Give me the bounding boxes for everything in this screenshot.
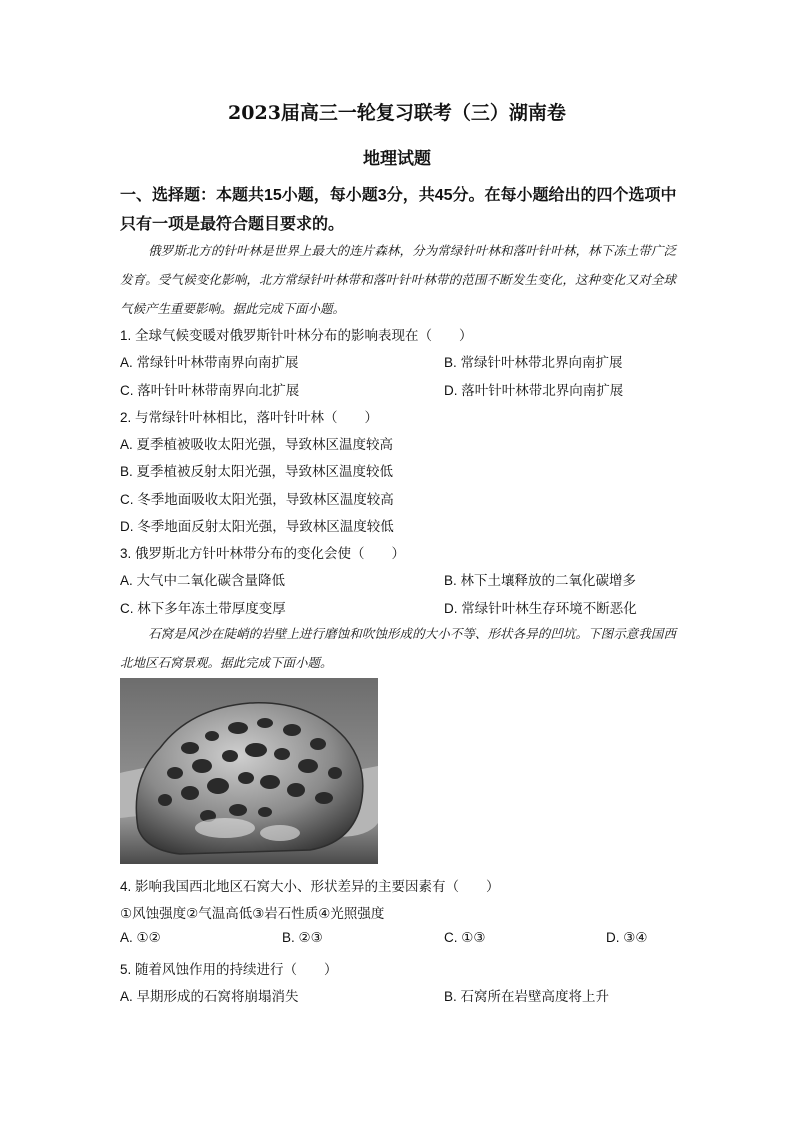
honeycomb-rock-photo xyxy=(120,678,378,864)
question-3-option-a[interactable]: A. 大气中二氧化碳含量降低 xyxy=(120,573,286,588)
question-4-option-a[interactable]: A. ①② xyxy=(120,930,161,945)
honeycomb-rock-illustration xyxy=(120,678,378,864)
question-2-stem: 2. 与常绿针叶林相比，落叶针叶林（ ） xyxy=(120,410,379,425)
question-5-option-b[interactable]: B. 石窝所在岩壁高度将上升 xyxy=(444,989,610,1004)
question-2-option-d[interactable]: D. 冬季地面反射太阳光强，导致林区温度较低 xyxy=(120,519,394,534)
question-4-stem: 4. 影响我国西北地区石窝大小、形状差异的主要因素有（ ） xyxy=(120,879,500,894)
question-1-option-a[interactable]: A. 常绿针叶林带南界向南扩展 xyxy=(120,355,299,370)
passage-taiga-text: 俄罗斯北方的针叶林是世界上最大的连片森林，分为常绿针叶林和落叶针叶林，林下冻土带广泛发育。受气候变化影响，北方常绿针叶林带和落叶针叶林带的范围不断发生变化，这种变化又对全球气候产生重要影响。据此完成下面小题。 xyxy=(120,243,676,316)
question-1-option-c[interactable]: C. 落叶针叶林带南界向北扩展 xyxy=(120,383,300,398)
question-3-option-c[interactable]: C. 林下多年冻土带厚度变厚 xyxy=(120,601,286,616)
question-1-option-d[interactable]: D. 落叶针叶林带北界向南扩展 xyxy=(444,383,624,398)
question-5-stem: 5. 随着风蚀作用的持续进行（ ） xyxy=(120,962,338,977)
exam-subtitle: 地理试题 xyxy=(363,149,431,169)
question-4-option-d[interactable]: D. ③④ xyxy=(606,930,648,945)
question-4-option-b[interactable]: B. ②③ xyxy=(282,930,323,945)
passage-taiga xyxy=(120,236,676,323)
question-3-stem: 3. 俄罗斯北方针叶林带分布的变化会使（ ） xyxy=(120,546,406,561)
question-3-option-b[interactable]: B. 林下土壤释放的二氧化碳增多 xyxy=(444,573,637,588)
passage-stone-honeycomb-text: 石窝是风沙在陡峭的岩壁上进行磨蚀和吹蚀形成的大小不等、形状各异的凹坑。下图示意我国西北地区石窝景观。据此完成下面小题。 xyxy=(120,626,676,670)
question-3-option-d[interactable]: D. 常绿针叶林生存环境不断恶化 xyxy=(444,601,637,616)
question-1-stem: 1. 全球气候变暖对俄罗斯针叶林分布的影响表现在（ ） xyxy=(120,328,473,343)
exam-title: 2023届高三一轮复习联考（三）湖南卷 xyxy=(228,102,566,124)
question-4-option-c[interactable]: C. ①③ xyxy=(444,930,486,945)
question-2-option-a[interactable]: A. 夏季植被吸收太阳光强，导致林区温度较高 xyxy=(120,437,394,452)
question-4-statements: ①风蚀强度②气温高低③岩石性质④光照强度 xyxy=(120,906,385,921)
question-2-option-b[interactable]: B. 夏季植被反射太阳光强，导致林区温度较低 xyxy=(120,464,394,479)
question-5-option-a[interactable]: A. 早期形成的石窝将崩塌消失 xyxy=(120,989,299,1004)
section-heading: 一、选择题：本题共15小题，每小题3分，共45分。在每小题给出的四个选项中只有一项是最符合题目要求的。 xyxy=(120,187,677,233)
passage-stone-honeycomb xyxy=(120,619,676,677)
question-2-option-c[interactable]: C. 冬季地面吸收太阳光强，导致林区温度较高 xyxy=(120,492,394,507)
question-1-option-b[interactable]: B. 常绿针叶林带北界向南扩展 xyxy=(444,355,623,370)
